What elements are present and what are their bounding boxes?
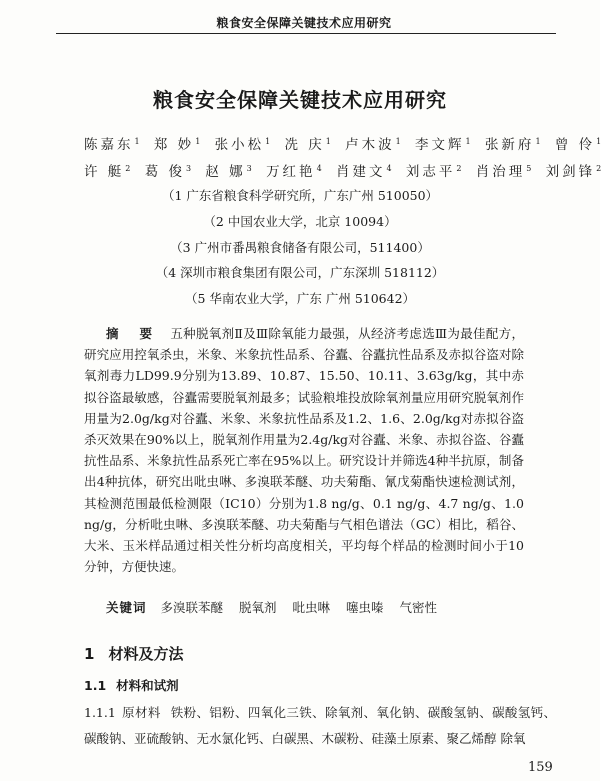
author-list-row-2 — [84, 160, 602, 180]
keyword: 多溴联苯醚 — [160, 600, 224, 615]
keyword: 气密性 — [399, 600, 438, 615]
keyword: 吡虫啉 — [292, 600, 331, 615]
author: 郑 妙$^1$ — [153, 136, 201, 153]
author: 赵 娜$^3$ — [205, 163, 252, 180]
section-title: 材料及方法 — [108, 645, 184, 663]
author: 刘志平$^2$ — [405, 163, 462, 180]
author: 肖建文$^4$ — [335, 163, 392, 180]
paragraph-text: 铁粉、铝粉、四氧化三铁、除氧剂、氧化钠、碳酸氢钠、碳酸氢钙、碳酸钠、亚硫酸钠、无水氯化钙、白碳黑、木碳粉、硅藻土原素、聚乙烯醇 除氧 — [84, 705, 556, 746]
keyword: 脱氧剂 — [239, 600, 277, 615]
paragraph-number: 1.1.1 — [84, 705, 116, 720]
subsection-title: 材料和试剂 — [116, 678, 179, 693]
author: 刘剑锋$^2$ — [545, 163, 602, 180]
author: 肖治理$^5$ — [475, 163, 532, 180]
abstract — [84, 323, 524, 577]
affiliation: （2 中国农业大学，北京 10094） — [203, 214, 397, 229]
subsection-heading — [84, 676, 179, 694]
author: 李文辉$^1$ — [415, 136, 471, 153]
running-header: 粮食安全保障关键技术应用研究 — [216, 16, 392, 30]
author: 张小松$^1$ — [214, 136, 271, 153]
paper-title: 粮食安全保障关键技术应用研究 — [153, 88, 447, 112]
section-heading — [84, 643, 183, 664]
author: 曾 伶$^1$ — [554, 136, 602, 153]
header-rule — [56, 33, 556, 34]
keywords — [106, 598, 546, 616]
keywords-label: 关键词 — [106, 600, 147, 615]
body-paragraph — [84, 700, 556, 752]
affiliation: （4 深圳市粮食集团有限公司，广东深圳 518112） — [155, 265, 445, 280]
affiliation: （5 华南农业大学，广东 广州 510642） — [184, 291, 416, 306]
author: 陈嘉东$^1$ — [84, 136, 140, 153]
page-number: 159 — [528, 760, 553, 775]
keyword: 噻虫嗪 — [346, 600, 384, 615]
author: 万红艳$^4$ — [266, 163, 322, 180]
author: 许 艇$^2$ — [84, 163, 131, 180]
abstract-text: 五种脱氧剂Ⅱ及Ⅲ除氧能力最强，从经济考虑选Ⅲ为最佳配方，研究应用控氧杀虫，米象、米象抗性品系、谷蠹、谷蠹抗性品系及赤拟谷盗对除氧剂毒力LD99.9分别为13.89、10.87、15.50、10.11、3.63g/kg，其中赤拟谷盗最敏感，谷蠹需要脱氧剂最多；试验粮堆投放除氧剂量应用研究脱氧剂作用量为2.0g/kg对谷蠹、米象、米象抗性品系及1.2、1.6、2.0g/kg对赤拟谷盗杀灭效果在90%以上，脱氧剂作用量为2.4g/kg对谷蠹、米象、赤拟谷盗、谷蠹抗性品系、米象抗性品系死亡率在95%以上。研究设计并筛选4种半抗原，制备出4种抗体，研究出吡虫啉、多溴联苯醚、功夫菊酯、氰戊菊酯快速检测试剂，其检测范围最低检测限（IC10）分别为1.8 ng/g、0.1 ng/g、4.7 ng/g、1.0 ng/g，分析吡虫啉、多溴联苯醚、功夫菊酯与气相色谱法（GC）相比，稻谷、大米、玉米样品通过相关性分析均高度相关，平均每个样品的检测时间小于10分钟，方便快速。 — [84, 326, 524, 575]
author: 冼 庆$^1$ — [284, 136, 331, 153]
author: 卢木波$^1$ — [345, 136, 401, 153]
section-number: 1 — [84, 645, 95, 663]
affiliation: （3 广州市番禺粮食储备有限公司，511400） — [170, 240, 430, 255]
abstract-label: 摘 要 — [106, 326, 161, 341]
author: 张新府$^1$ — [484, 136, 541, 153]
author-list-row-1 — [84, 133, 602, 153]
paragraph-label: 原材料 — [121, 705, 161, 720]
author: 葛 俊$^3$ — [144, 163, 192, 180]
affiliation: （1 广东省粮食科学研究所，广东广州 510050） — [161, 188, 439, 203]
subsection-number: 1.1 — [84, 678, 107, 693]
